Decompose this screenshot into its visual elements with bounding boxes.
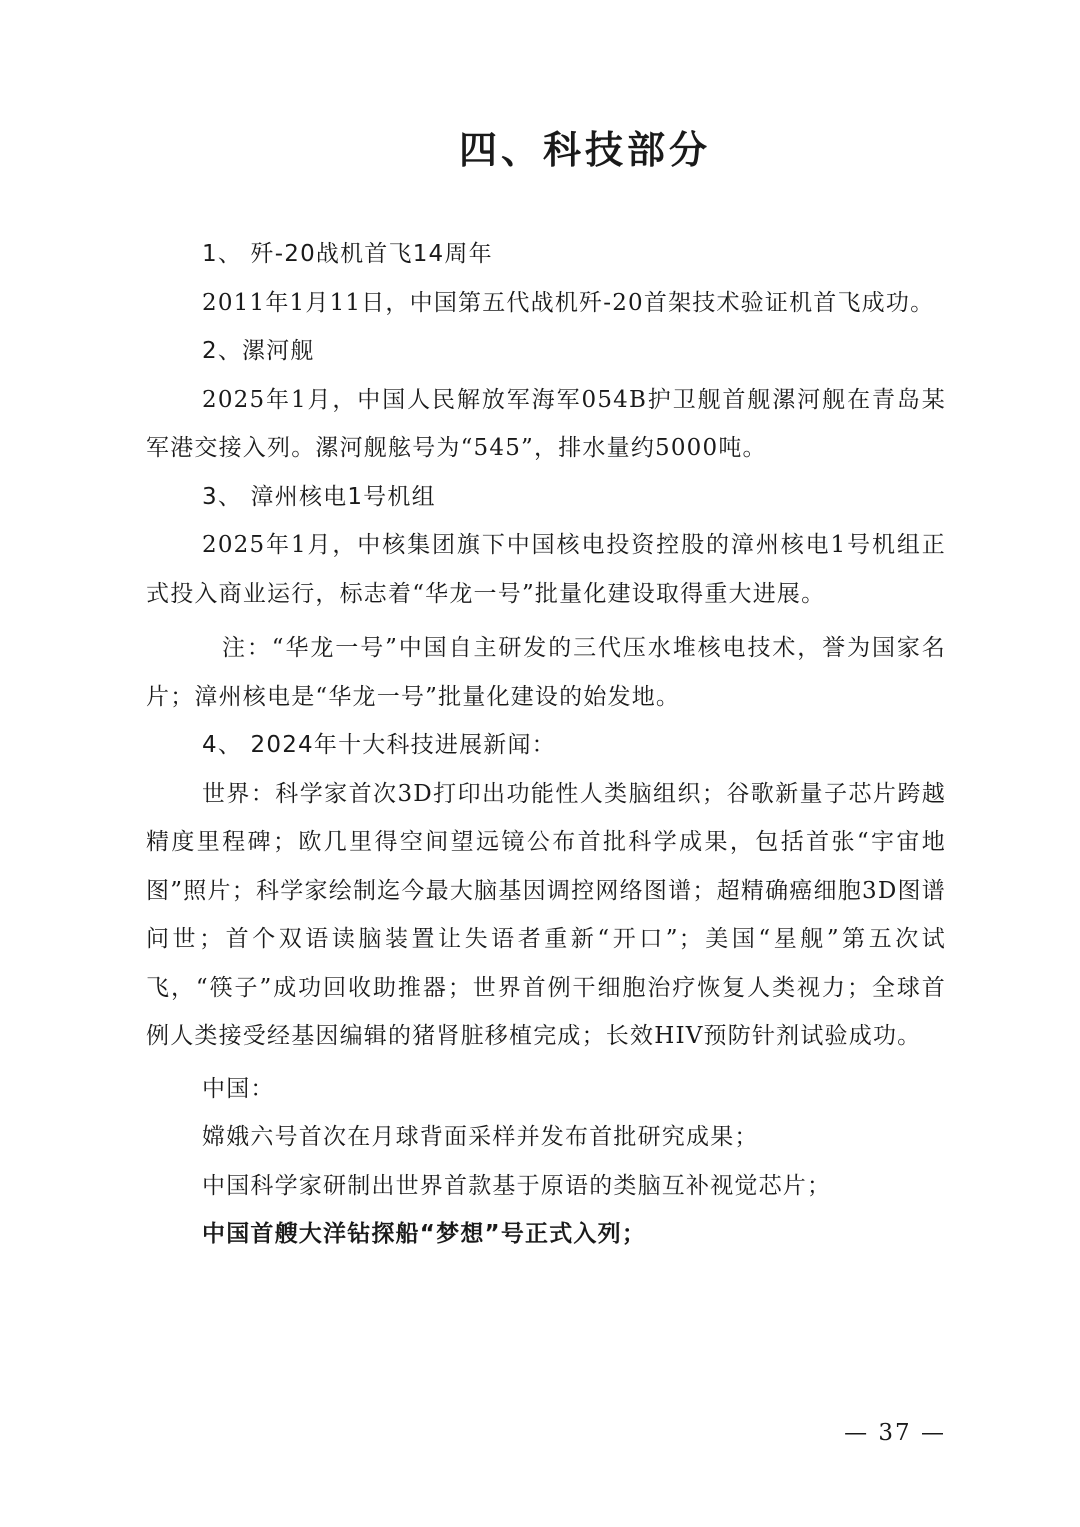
section-heading-2: 2、漯河舰 bbox=[202, 338, 315, 364]
section-paragraph-3: 2025年1月，中核集团旗下中国核电投资控股的漳州核电1号机组正式投入商业运行，标志着“华龙一号”批量化建设取得重大进展。 bbox=[146, 532, 946, 607]
document-body bbox=[146, 230, 946, 1259]
china-news-item: 嫦娥六号首次在月球背面采样并发布首批研究成果； bbox=[202, 1124, 759, 1150]
page-title: 四、科技部分 bbox=[458, 128, 711, 172]
china-news-label: 中国： bbox=[202, 1075, 275, 1102]
section-heading-4: 4、 2024年十大科技进展新闻： bbox=[202, 732, 556, 758]
world-news-paragraph: 世界：科学家首次3D打印出功能性人类脑组织；谷歌新量子芯片跨越精度里程碑；欧几里得空间望远镜公布首批科学成果，包括首张“宇宙地图”照片；科学家绘制迄今最大脑基因调控网络图谱；超精确癌细胞3D图谱问世；首个双语读脑装置让失语者重新“开口”；美国“星舰”第五次试飞，“筷子”成功回收助推器；世界首例干细胞治疗恢复人类视力；全球首例人类接受经基因编辑的猪肾脏移植完成；长效HIV预防针剂试验成功。 bbox=[146, 780, 946, 1049]
section-heading-1: 1、 歼-20战机首飞14周年 bbox=[202, 241, 493, 267]
china-news-item: 中国科学家研制出世界首款基于原语的类脑互补视觉芯片； bbox=[202, 1172, 832, 1199]
china-news-item: 中国首艘大洋钻探船“梦想”号正式入列； bbox=[202, 1221, 647, 1247]
section-paragraph-1: 2011年1月11日，中国第五代战机歼-20首架技术验证机首飞成功。 bbox=[202, 289, 935, 316]
section-paragraph-2: 2025年1月，中国人民解放军海军054B护卫舰首舰漯河舰在青岛某军港交接入列。漯河舰舷号为“545”，排水量约5000吨。 bbox=[146, 386, 946, 461]
section-heading-3: 3、 漳州核电1号机组 bbox=[202, 483, 436, 510]
page-number: — 37 — bbox=[844, 1420, 946, 1446]
section-note-3: 注：“华龙一号”中国自主研发的三代压水堆核电技术，誉为国家名片；漳州核电是“华龙一号”批量化建设的始发地。 bbox=[146, 635, 946, 710]
